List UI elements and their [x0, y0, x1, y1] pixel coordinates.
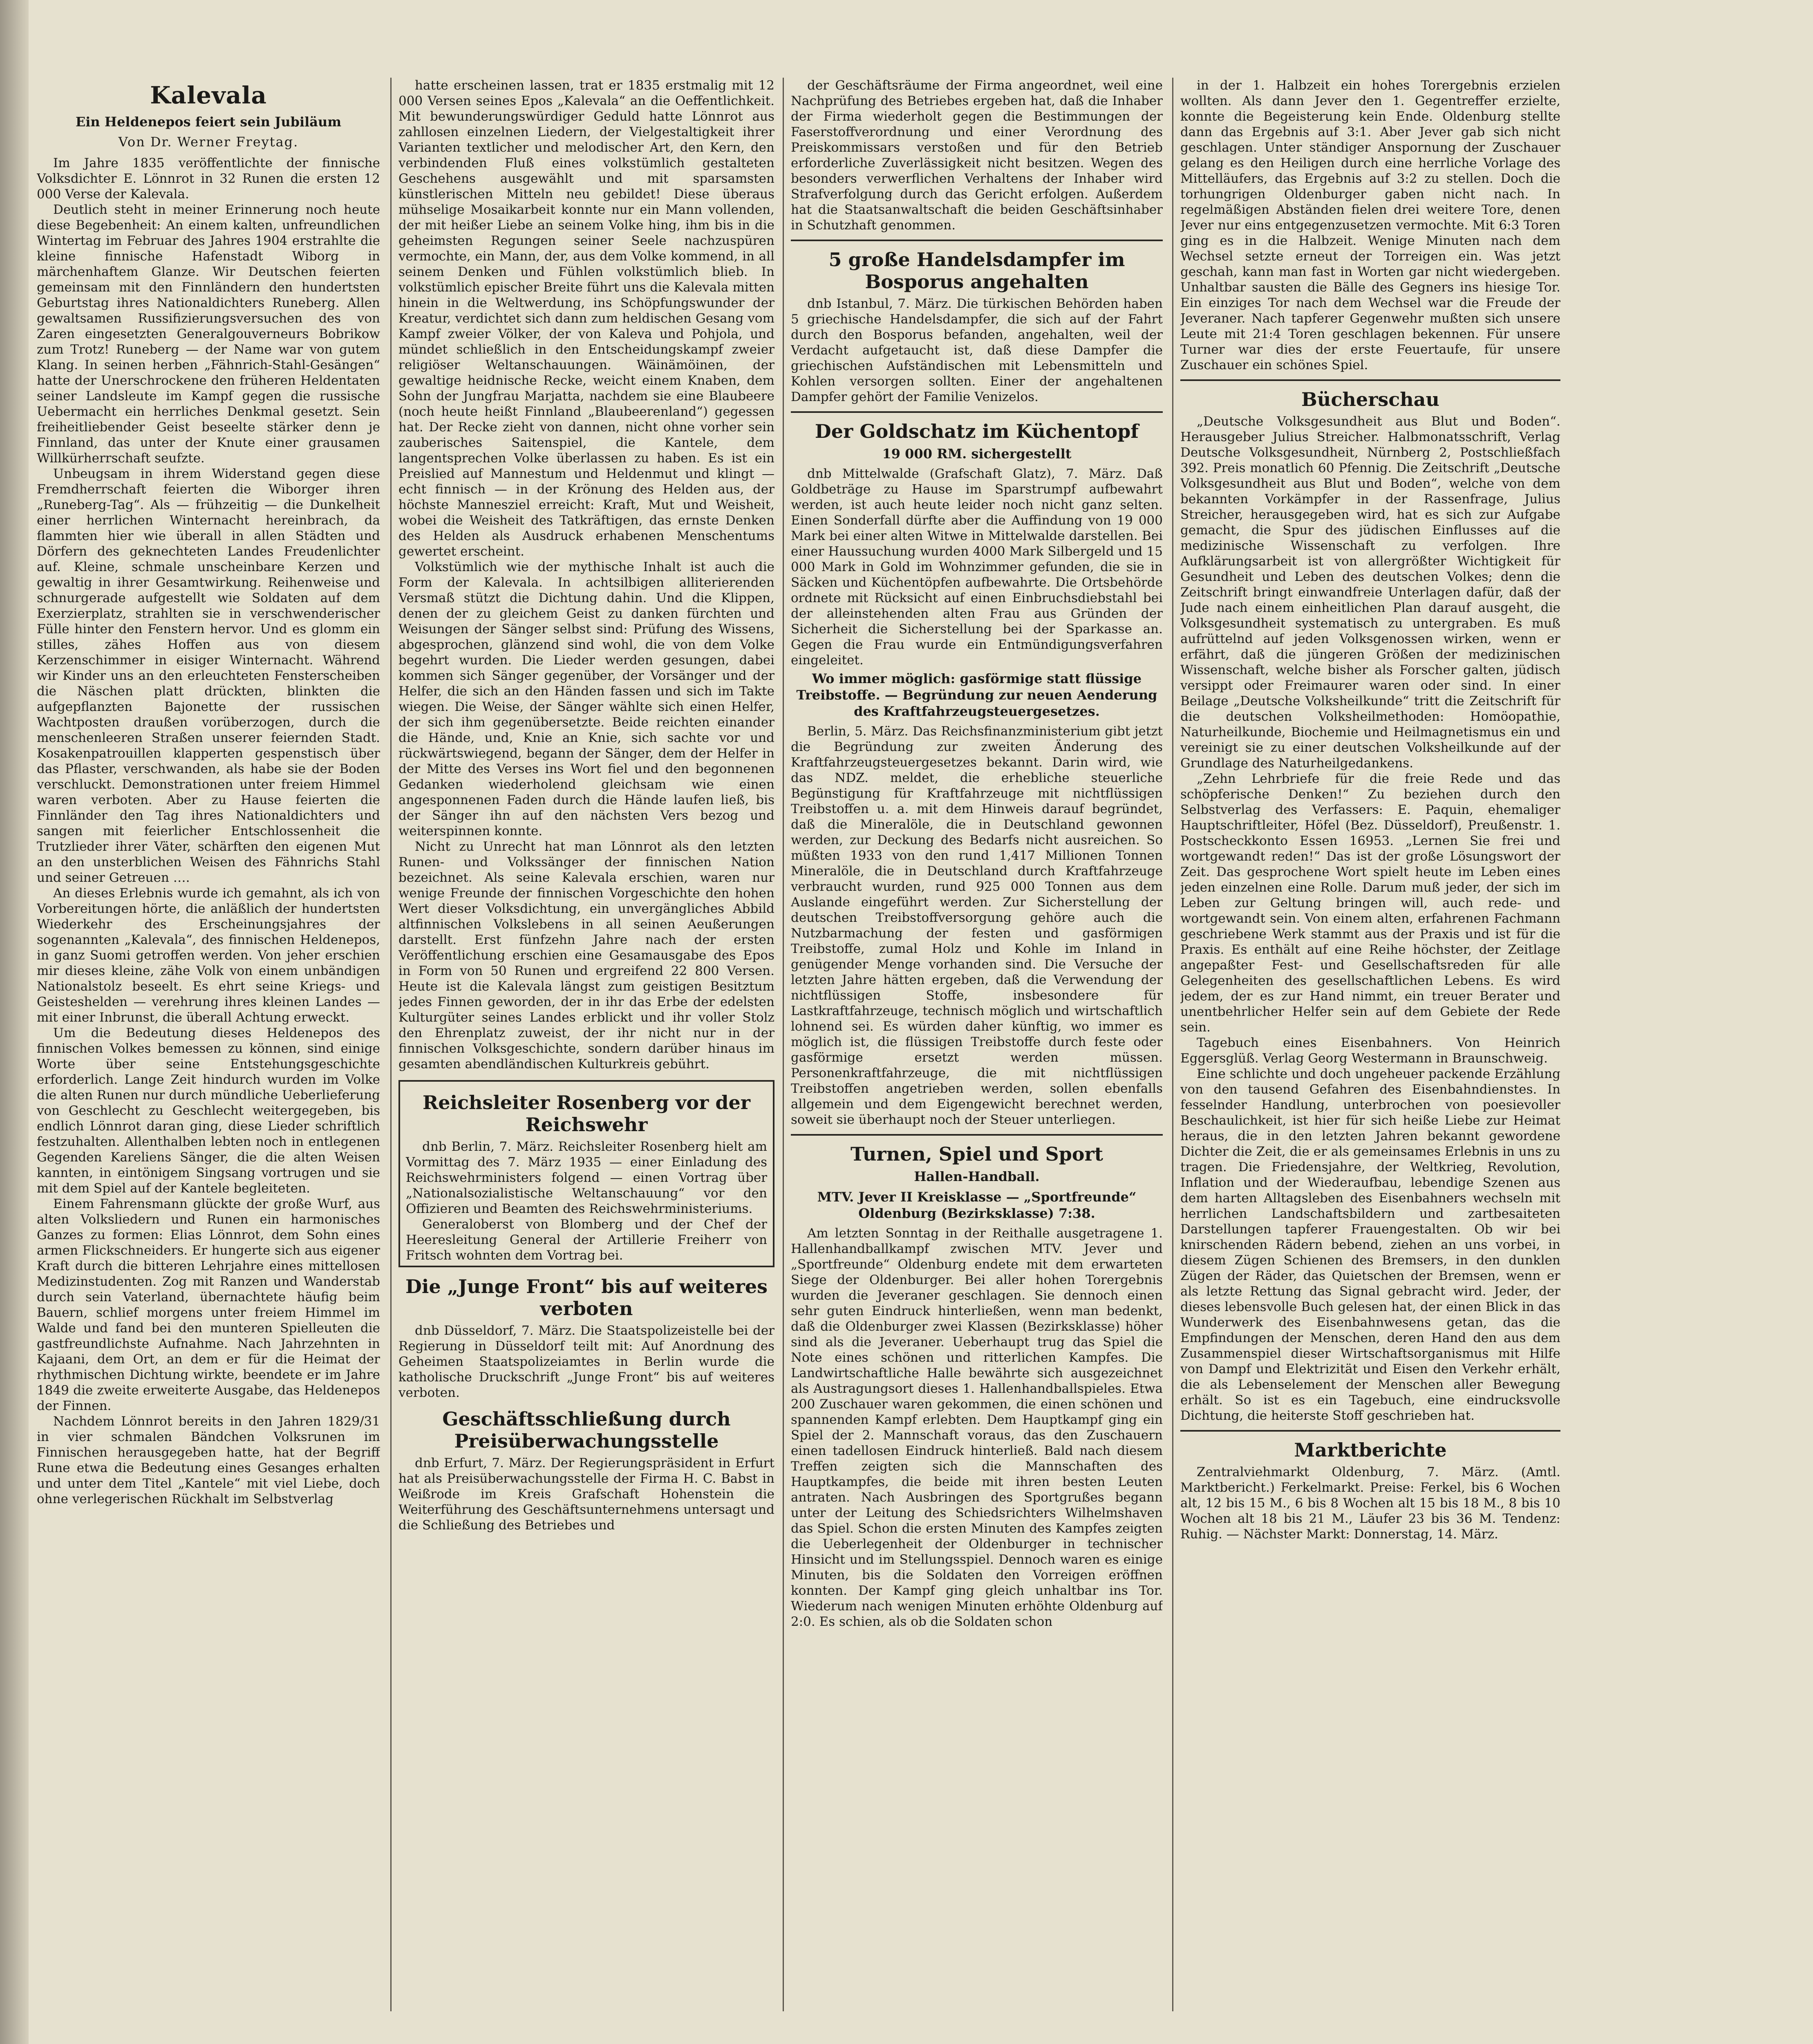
column-rule — [390, 78, 392, 2011]
subheadline-handball: Hallen-Handball. — [914, 1169, 1040, 1184]
match-heading: MTV. Jever II Kreisklasse — „Sportfreunde“ Oldenburg (Bezirksklasse) 7:38. — [817, 1189, 1137, 1221]
paragraph: Um die Bedeutung dieses Heldenepos des finnischen Volkes bemessen zu können, sind einige Worte über seine Entstehungsgeschichte erforderlich. Lange Zeit hindurch wurden im Volke die alten Runen nur durch mündliche Ueberlieferung von Geschlecht zu Geschlecht weitergegeben, bis endlich Lönnrot daran ging, diese Lieder schriftlich festzuhalten. Allenthalben lebten noch in entlegenen Gegenden Kareliens Sänger, die die alten Weisen kannten, in eintönigem Singsang vortrugen und sie mit dem Spiel auf der Kantele begleiteten. — [37, 1026, 380, 1196]
paragraph: Am letzten Sonntag in der Reithalle ausgetragene 1. Hallenhandballkampf zwischen MTV. Jever und „Sportfreunde“ Oldenburg endete mit dem erwarteten Siege der Oldenburger. Bei aller hohen Torergebnis wurden die Jeveraner geschlagen. Sie dennoch einen sehr guten Eindruck hinterließen, wenn man bedenkt, daß die Oldenburger zwei Klassen (Bezirksklasse) höher sind als die Jeveraner. Ueberhaupt trug das Spiel die Note eines schönen und ritterlichen Kampfes. Die Landwirtschaftliche Halle bewährte sich ausgezeichnet als Austragungsort dieses 1. Hallenhandballspieles. Etwa 200 Zuschauer waren gekommen, die einen schönen und spannenden Kampf erlebten. Dem Hauptkampf ging ein Spiel der 2. Mannschaft voraus, das den Zuschauern einen tadellosen Eindruck hinterließ. Bald nach diesem Treffen zeigten sich die Mannschaften des Hauptkampfes, die beide mit ihren besten Leuten antraten. Nach Ausbringen des Sportgrußes begann unter der Leitung des Schiedsrichters Wilhelmshaven das Spiel. Schon die ersten Minuten des Kampfes zeigten die Ueberlegenheit der Oldenburger in technischer Hinsicht und im Stellungsspiel. Dennoch waren es einige Minuten, bis die Soldaten den Vorreigen eröffnen konnten. Der Kampf ging gleich unhaltbar ins Tor. Wiederum nach wenigen Minuten erhöhte Oldenburg auf 2:0. Es schien, als ob die Soldaten schon — [791, 1226, 1163, 1629]
section-divider — [791, 411, 1163, 413]
column-rule — [1172, 78, 1173, 2011]
page-edge-shadow — [0, 0, 29, 2044]
paragraph: hatte erscheinen lassen, trat er 1835 erstmalig mit 12 000 Versen seines Epos „Kalevala“ an die Oeffentlichkeit. Mit bewunderungswürdiger Geduld hatte Lönnrot aus zahllosen einzelnen Liedern, der Vielgestaltigkeit ihrer Varianten textlicher und melodischer Art, den Kern, den verbindenden Fluß eines volkstümlich gestalteten Geschehens ausgewählt und mit sparsamsten künstlerischen Mitteln neu gebildet! Diese überaus mühselige Mosaikarbeit konnte nur ein Mann vollenden, der mit heißer Liebe an seinem Volke hing, ihm bis in die geheimsten Regungen seiner Seele nachzuspüren vermochte, ein Mann, der, aus dem Volke kommend, in all seinem Denken und Fühlen volkstümlich blieb. In volkstümlich epischer Breite führt uns die Kalevala mitten hinein in die Weltwerdung, ins Schöpfungswunder der Kreatur, verdichtet sich dann zum heldischen Gesang vom Kampf zweier Völker, der von Kaleva und Pohjola, und mündet schließlich in den Entscheidungskampf zweier religiöser Weltanschauungen. Wäinämöinen, der gewaltige heidnische Recke, weicht einem Knaben, dem Sohn der Jungfrau Marjatta, nachdem sie eine Blaubeere (noch heute heißt Finnland „Blaubeerenland“) gegessen hat. Der Recke zieht von dannen, nicht ohne vorher sein zauberisches Saitenspiel, die Kantele, dem langentsprechen Volke überlassen zu haben. Es ist ein Preislied auf Mannestum und Heldenmut und klingt — echt finnisch — in der Krönung des Helden aus, der höchste Mannesziel erreicht: Kraft, Mut und Weisheit, wobei die Weisheit des Tatkräftigen, das ernste Denken des Helden als Ausdruck erhabenen Menschentums gewertet erscheint. — [398, 78, 774, 559]
section-divider — [1180, 379, 1560, 381]
book-review: „Zehn Lehrbriefe für die freie Rede und das schöpferische Denken!“ Zu beziehen durch den Selbstverlag des Verfassers: E. Paquin, ehemaliger Hauptschriftleiter, Höfel (Bez. Düsseldorf), Preußenstr. 1. Postscheckkonto Essen 16953. „Lernen Sie frei und wortgewandt reden!“ Das ist der große Lösungswort der Zeit. Das gesprochene Wort spielt heute im Leben eines jeden einzelnen eine Rolle. Darum muß jeder, der sich im Leben zur Geltung bringen will, auch rede- und wortgewandt sein. Von einem alten, erfahrenen Fachmann geschriebene Werk stammt aus der Praxis und ist für die Praxis. Es enthält auf eine Reihe höchster, der Zeitlage angepaßter Fest- und Gesellschaftsreden für alle Gelegenheiten des gesellschaftlichen Lebens. Es wird jedem, der es zur Hand nimmt, ein treuer Berater und unentbehrlicher Helfer sein auf dem Gebiete der Rede sein. — [1180, 771, 1560, 1035]
paragraph: Im Jahre 1835 veröffentlichte der finnische Volksdichter E. Lönnrot in 32 Runen die ersten 12 000 Verse der Kalevala. — [37, 156, 380, 202]
paragraph: der Geschäftsräume der Firma angeordnet, weil eine Nachprüfung des Betriebes ergeben hat, daß die Inhaber der Firma wiederholt gegen die Bestimmungen der Faserstoffverordnung und einer Verordnung des Preiskommissars verstoßen und für den Betrieb erforderliche Zuverlässigkeit nicht besitzen. Wegen des besonders verwerflichen Verhaltens der Inhaber wird Strafverfolgung durch das Gericht erfolgen. Außerdem hat die Staatsanwaltschaft die beiden Geschäftsinhaber in Schutzhaft genommen. — [791, 78, 1163, 233]
author-byline: Von Dr. Werner Freytag. — [118, 134, 299, 150]
headline-sport: Turnen, Spiel und Sport — [850, 1143, 1103, 1165]
market-report: Zentralviehmarkt Oldenburg, 7. März. (Amtl. Marktbericht.) Ferkelmarkt. Preise: Ferkel, bis 6 Wochen alt, 12 bis 15 M., 6 bis 8 Wochen alt 15 bis 18 M., 8 bis 10 Wochen alt 18 bis 21 M., Läufer 23 bis 36 M. Tendenz: Ruhig. — Nächster Markt: Donnerstag, 14. März. — [1180, 1465, 1560, 1542]
column-4 — [1180, 78, 1560, 2032]
paragraph: An dieses Erlebnis wurde ich gemahnt, als ich von Vorbereitungen hörte, die anläßlich der hundertsten Wiederkehr des Erscheinungsjahres der sogenannten „Kalevala“, des finnischen Heldenepos, in ganz Suomi getroffen werden. Von jeher erschien mir dieses kleine, zähe Volk von einem unbändigen Nationalstolz beseelt. Es ehrt seine Kriegs- und Geisteshelden — verehrung ihres kleinen Landes — mit einer Inbrunst, die überall Achtung erweckt. — [37, 886, 380, 1025]
headline-goldschatz: Der Goldschatz im Küchentopf — [815, 420, 1139, 442]
paragraph: Deutlich steht in meiner Erinnerung noch heute diese Begebenheit: An einem kalten, unfreundlichen Wintertag im Februar des Jahres 1904 erstrahlte die kleine finnische Hafenstadt Wiborg in märchenhaftem Glanze. Wir Deutschen feierten gemeinsam mit den Finnländern den hundertsten Geburtstag ihres Nationaldichters Runeberg. Allen gewaltsamen Russifizierungsversuchen des von Zaren eingesetzten Generalgouverneurs Bobrikow zum Trotz! Runeberg — der Name war von gutem Klang. In seinen herben „Fähnrich-Stahl-Gesängen“ hatte der Unerschrockene den früheren Heldentaten seiner Landsleute im Kampf gegen die russische Uebermacht ein herrliches Denkmal gesetzt. Sein freiheitliebender Geist beseelte stärker denn je Finnland, das unter der Knute einer grausamen Willkürherrschaft seufzte. — [37, 202, 380, 466]
headline-buecherschau: Bücherschau — [1301, 388, 1439, 410]
paragraph: Unbeugsam in ihrem Widerstand gegen diese Fremdherrschaft feierten die Wiborger ihren „Runeberg-Tag“. Als — frühzeitig — die Dunkelheit einer herrlichen Winternacht hereinbrach, da flammten hier wie überall in allen Städten und Dörfern des geknechteten Landes Freudenlichter auf. Kleine, schmale unscheinbare Kerzen und gewaltig in ihrer Gesamtwirkung. Reihenweise und schnurgerade aufgestellt wie Soldaten auf dem Exerzierplatz, strahlten sie in verschwenderischer Fülle hinter den Fenstern hervor. Und es glomm ein stilles, zähes Hoffen aus von diesem Kerzenschimmer in eisiger Winternacht. Während wir Kinder uns an den erleuchteten Fensterscheiben die Näschen platt drückten, blinkten die aufgepflanzten Bajonette der russischen Wachtposten draußen vorüberzogen, durch die menschenleeren Straßen unserer feiernden Stadt. Kosakenpatrouillen klapperten gespenstisch über das Pflaster, verschwanden, als habe sie der Boden verschluckt. Demonstrationen unter freiem Himmel waren verboten. Aber zu Hause feierten die Finnländer den Tag ihres Nationaldichters und sangen mit feierlicher Entschlossenheit die Trutzlieder ihrer Väter, schärften den eigenen Mut an den unsterblichen Weisen des Fähnrichs Stahl und seiner Getreuen …. — [37, 466, 380, 885]
paragraph: dnb Mittelwalde (Grafschaft Glatz), 7. März. Daß Goldbeträge zu Hause im Sparstrumpf aufbewahrt werden, ist auch heute leider noch nicht ganz selten. Einen Sonderfall dürfte aber die Auffindung von 19 000 Mark bei einer alten Witwe in Mittelwalde darstellen. Bei einer Haussuchung wurden 4000 Mark Silbergeld und 15 000 Mark in Gold im Wohnzimmer gefunden, die sie in Säcken und Küchentöpfen aufbewahrte. Die Ortsbehörde ordnete mit Rücksicht auf einen Einbruchsdiebstahl bei der alleinstehenden alten Frau aus Gründen der Sicherheit die Sicherstellung bei der Sparkasse an. Gegen die Frau wurde ein Entmündigungsverfahren eingeleitet. — [791, 466, 1163, 668]
paragraph: Generaloberst von Blomberg und der Chef der Heeresleitung General der Artillerie Freiherr von Fritsch wohnten dem Vortrag bei. — [406, 1217, 767, 1263]
headline-geschaeftsschliessung: Geschäftsschließung durch Preisüberwachungsstelle — [442, 1408, 731, 1452]
book-review: „Deutsche Volksgesundheit aus Blut und Boden“. Herausgeber Julius Streicher. Halbmonatsschrift, Verlag Deutsche Volksgesundheit, Nürnberg 2, Postschließfach 392. Preis monatlich 60 Pfennig. Die Zeitschrift „Deutsche Volksgesundheit aus Blut und Boden“, welche von dem bekannten Vorkämpfer in der Rassenfrage, Julius Streicher, herausgegeben wird, hat es sich zur Aufgabe gemacht, die Spur des jüdischen Einflusses auf die medizinische Wissenschaft zu verfolgen. Ihre Aufklärungsarbeit ist von allergrößter Wichtigkeit für Gesundheit und Leben des deutschen Volkes; denn die Zeitschrift bringt einwandfreie Unterlagen dafür, daß der Jude nach einem einheitlichen Plan darauf ausgeht, die Volksgesundheit systematisch zu untergraben. Es muß aufrüttelnd auf jeden Volksgenossen wirken, wenn er erfährt, daß die jüngeren Größen der medizinischen Wissenschaft, welche bisher als Forscher galten, jüdisch versippt oder Freimaurer waren oder sind. In einer Beilage „Deutsche Volksheilkunde“ tritt die Zeitschrift für die deutschen Volksheilmethoden: Homöopathie, Naturheilkunde, Biochemie und Heilmagnetismus ein und vereinigt sie zu einer deutschen Volksheilkunde auf der Grundlage des Naturheilgedankens. — [1180, 414, 1560, 771]
paragraph: Berlin, 5. März. Das Reichsfinanzministerium gibt jetzt die Begründung zur zweiten Änderung des Kraftfahrzeugsteuergesetzes bekannt. Darin wird, wie das NDZ. meldet, die erhebliche steuerliche Begünstigung für Kraftfahrzeuge mit nichtflüssigen Treibstoffen u. a. mit dem Hinweis darauf begründet, daß die Mineralöle, die in Deutschland gewonnen werden, zur Deckung des Bedarfs nicht ausreichen. So müßten 1933 von den rund 1,417 Millionen Tonnen Mineralöle, die in Deutschland durch Kraftfahrzeuge verbraucht wurden, rund 925 000 Tonnen aus dem Auslande eingeführt werden. Zur Sicherstellung der deutschen Treibstoffversorgung gehöre auch die Nutzbarmachung der festen und gasförmigen Treibstoffe, zumal Holz und Kohle im Inland in genügender Menge vorhanden sind. Die Versuche der letzten Jahre hätten ergeben, daß die Verwendung der nichtflüssigen Stoffe, insbesondere für Lastkraftfahrzeuge, technisch möglich und wirtschaftlich lohnend sei. Es würden daher künftig, wo immer es möglich ist, die flüssigen Treibstoffe durch feste oder gasförmige ersetzt werden müssen. Personenkraftfahrzeuge, die mit nichtflüssigen Treibstoffen angetrieben werden, sollen ebenfalls allgemein und dem Eigengewicht berechnet werden, soweit sie überhaupt noch der Steuer unterliegen. — [791, 724, 1163, 1127]
paragraph: in der 1. Halbzeit ein hohes Torergebnis erzielen wollten. Als dann Jever den 1. Gegentreffer erzielte, konnte die Begeisterung kein Ende. Oldenburg stellte dann das Ergebnis auf 3:1. Aber Jever gab sich nicht geschlagen. Unter ständiger Anspornung der Zuschauer gelang es den Heiligen durch eine herrliche Vorlage des Mittelläufers, das Ergebnis auf 3:2 zu stellen. Doch die torhungrigen Oldenburger gaben nicht nach. In regelmäßigen Abständen fielen drei weitere Tore, denen Jever nur eins entgegenzusetzen vermochte. Mit 6:3 Toren ging es in die Halbzeit. Wenige Minuten nach dem Wechsel setzte erneut der Torreigen ein. Was jetzt geschah, kann man fast in Worten gar nicht wiedergeben. Unhaltbar sausten die Bälle des Gegners ins hiesige Tor. Ein einziges Tor nach dem Wechsel war die Freude der Jeveraner. Nach tapferer Gegenwehr mußten sich unsere Leute mit 21:4 Toren geschlagen bekennen. Für unsere Turner war dies der erste Feuertaufe, für unsere Zuschauer ein schönes Spiel. — [1180, 78, 1560, 372]
subheadline-goldschatz: 19 000 RM. sichergestellt — [882, 446, 1072, 462]
paragraph: Nachdem Lönnrot bereits in den Jahren 1829/31 in vier schmalen Bändchen Volksrunen im Finnischen herausgegeben hatte, hat der Begriff Rune etwa die Bedeutung eines Gesanges erhalten und unter dem Titel „Kantele“ mit viel Liebe, doch ohne verlegerischen Rückhalt im Selbstverlag — [37, 1414, 380, 1506]
article-title-kalevala: Kalevala — [150, 81, 267, 109]
headline-junge-front: Die „Junge Front“ bis auf weiteres verboten — [405, 1275, 768, 1320]
paragraph: dnb Berlin, 7. März. Reichsleiter Rosenberg hielt am Vormittag des 7. März 1935 — einer Einladung des Reichswehrministers folgend — einen Vortrag über „Nationalsozialistische Weltanschauung“ vor den Offizieren und Beamten des Reichswehrministeriums. — [406, 1139, 767, 1216]
paragraph: Volkstümlich wie der mythische Inhalt ist auch die Form der Kalevala. In achtsilbigen alliterierenden Versmaß stützt die Dichtung dahin. Und die Klippen, denen der zu gleichem Geist zu danken fürchten und Weisungen der Sänger selbst sind: Prüfung des Wissens, abgesprochen, glänzend sind wohl, die von dem Volke begehrt wurden. Die Lieder werden gesungen, dabei kommen sich Sänger gegenüber, der Vorsänger und der Helfer, die sich an den Händen fassen und sich im Takte wiegen. Die Weise, der Sänger wählte sich einen Helfer, der sich ihm gegenübersetzte. Beide reichten einander die Hände, und, Knie an Knie, sich sachte vor und rückwärtswiegend, begann der Sänger, dem der Helfer in der Mitte des Verses ins Wort fiel und den begonnenen Gedanken wiederholend gleichsam wie einen angesponnenen Faden durch die Hände laufen ließ, bis der Sänger ihn auf den nächsten Vers bezog und weiterspinnen konnte. — [398, 560, 774, 838]
headline-marktberichte: Marktberichte — [1294, 1439, 1447, 1461]
column-3 — [791, 78, 1163, 2032]
column-rule — [783, 78, 784, 2011]
book-review: Eine schlichte und doch ungeheuer packende Erzählung von den tausend Gefahren des Eisenbahndienstes. In fesselnder Handlung, unterbrochen von poesievoller Beschaulichkeit, ist hier für sich heiße Liebe zur Heimat heraus, die in den letzten Jahren bekannt gewordene Dichter die Zeit, die er als gemeinsames Erlebnis in uns zu tragen. Die Friedensjahre, der Weltkrieg, Revolution, Inflation und der Wiederaufbau, lebendige Szenen aus dem harten Alltagsleben des Eisenbahners wechseln mit herrlichen Landschaftsbildern und zartbesaiteten Darstellungen tapferer Frauengestalten. Ob wir bei knirschenden Rädern bebend, ziehen an uns vorbei, in diesem Zügen Schienen des Bremsers, in den dunklen Zügen der Räder, das Quietschen der Bremsen, wenn er als letzte Rettung das Signal gebracht wird. Jeder, der dieses lebensvolle Buch gelesen hat, der einen Blick in das Wunderwerk des Eisenbahnwesens getan, das die Empfindungen der Menschen, deren Hand den aus dem Zusammenspiel dieser Wirtschaftsorganismus mit Hilfe von Dampf und Elektrizität und Eisen den Verkehr erhält, die als Lebenselement der Menschen aller Bewegung erhält. So ist es ein Tagebuch, eine eindrucksvolle Dichtung, die heiterste Stoff geschrieben hat. — [1180, 1067, 1560, 1423]
paragraph: dnb Istanbul, 7. März. Die türkischen Behörden haben 5 griechische Handelsdampfer, die sich auf der Fahrt durch den Bosporus befanden, angehalten, weil der Verdacht aufgetaucht ist, daß diese Dampfer die griechischen Aufständischen mit Lebensmitteln und Kohlen versorgen sollten. Einer der angehaltenen Dampfer gehört der Familie Venizelos. — [791, 296, 1163, 404]
article-subtitle: Ein Heldenepos feiert sein Jubiläum — [75, 114, 342, 130]
headline-rosenberg: Reichsleiter Rosenberg vor der Reichswehr — [423, 1091, 750, 1136]
paragraph: Einem Fahrensmann glückte der große Wurf, aus alten Volksliedern und Runen ein harmonisches Ganzes zu formen: Elias Lönnrot, dem Sohn eines armen Flickschneiders. Er hungerte sich aus eigener Kraft durch die bitteren Lehrjahre eines mittellosen Medizinstudenten. Zog mit Ranzen und Wanderstab durch sein Vaterland, übernachtete häufig beim Bauern, schlief morgens unter freiem Himmel im Walde und fand bei den munteren Spielleuten die gastfreundlichste Aufnahme. Nach Jahrzehnten in Kajaani, dem Ort, an dem er für die Heimat der rhythmischen Dichtung wirkte, beendete er im Jahre 1849 die zweite erweiterte Ausgabe, das Heldenepos der Finnen. — [37, 1197, 380, 1413]
paragraph: Nicht zu Unrecht hat man Lönnrot als den letzten Runen- und Volkssänger der finnischen Nation bezeichnet. Als seine Kalevala erschien, waren nur wenige Freunde der finnischen Vorgeschichte den hohen Wert dieser Volksdichtung, ein unvergängliches Abbild altfinnischen Volkslebens in all seinen Aeußerungen darstellt. Erst fünfzehn Jahre nach der ersten Veröffentlichung erschien eine Gesamausgabe des Epos in Form von 50 Runen und ergreifend 22 800 Versen. Heute ist die Kalevala längst zum geistigen Besitztum jedes Finnen geworden, der in ihr das Erbe der edelsten Kulturgüter seines Landes erblickt und ihr voller Stolz den Ehrenplatz zuweist, der ihr nicht nur in der finnischen Volksgeschichte, sondern darüber hinaus im gesamten abendländischen Kulturkreis gebührt. — [398, 839, 774, 1071]
rosenberg-article-box — [398, 1080, 774, 1267]
column-kalevala — [37, 78, 380, 2032]
headline-treibstoffe: Wo immer möglich: gasförmige statt flüssige Treibstoffe. — Begründung zur neuen Aenderung des Kraftfahrzeugsteuergesetzes. — [796, 671, 1157, 719]
paragraph: dnb Düsseldorf, 7. März. Die Staatspolizeistelle bei der Regierung in Düsseldorf teilt mit: Auf Anordnung des Geheimen Staatspolizeiamtes in Berlin wurde die katholische Druckschrift „Junge Front“ bis auf weiteres verboten. — [398, 1323, 774, 1400]
paragraph: dnb Erfurt, 7. März. Der Regierungspräsident in Erfurt hat als Preisüberwachungsstelle der Firma H. C. Babst in Weißrode im Kreis Grafschaft Hohenstein die Weiterführung des Geschäftsunternehmens untersagt und die Schließung des Betriebes und — [398, 1456, 774, 1533]
section-divider — [1180, 1430, 1560, 1432]
section-divider — [791, 240, 1163, 241]
book-review-title: Tagebuch eines Eisenbahners. Von Heinrich Eggersglüß. Verlag Georg Westermann in Braunschweig. — [1180, 1035, 1560, 1066]
section-divider — [791, 1134, 1163, 1136]
column-2 — [398, 78, 774, 2032]
headline-handelsdampfer: 5 große Handelsdampfer im Bosporus angehalten — [828, 249, 1125, 293]
